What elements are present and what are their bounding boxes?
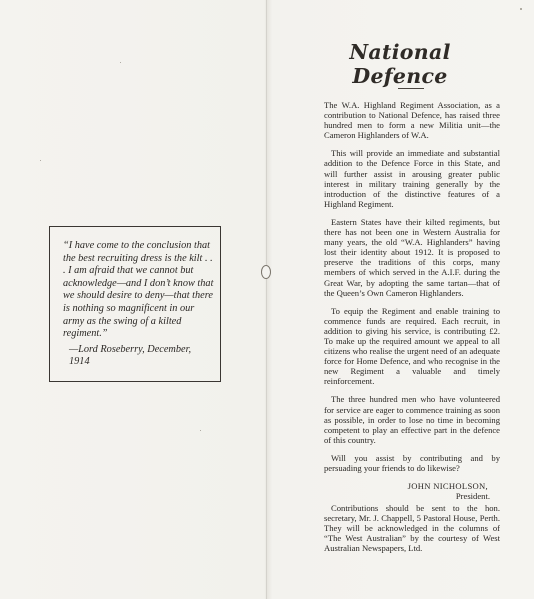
body-column	[324, 100, 500, 501]
quote-box	[49, 226, 221, 382]
fold-mark	[261, 265, 271, 279]
body-paragraph: The three hundred men who have volunteered for service are eager to commence training as soon as possible, in order to lose no time in becoming competent to play an effective part in the defence of this country.	[324, 394, 500, 445]
quote-text: “I have come to the conclusion that the best recruiting dress is the kilt . . . I am afraid that we cannot but acknowledge—and I don’t know that we should desire to deny—that there is nothing so magnificent in our army as the swing of a kilted regiment.”	[63, 240, 214, 340]
title-rule	[398, 88, 424, 89]
body-paragraph: Eastern States have their kilted regiments, but there has not been one in Western Australia for many years, the old “W.A. Highlanders” having lost their identity about 1912. It is proposed to preserve the traditions of this corps, many members of which served in the A.I.F. during the Great War, by adopting the same tartan—that of the Queen’s Own Cameron Highlanders.	[324, 216, 500, 298]
paper-speck	[120, 62, 121, 63]
paper-speck	[520, 8, 522, 10]
paper-speck	[200, 430, 201, 431]
page-title: National Defence	[349, 40, 451, 88]
body-paragraph: Will you assist by contributing and by persuading your friends to do likewise?	[324, 452, 500, 473]
center-fold	[266, 0, 267, 599]
signatory-title: President.	[455, 491, 490, 502]
contributions-note: Contributions should be sent to the hon. secretary, Mr. J. Chappell, 5 Pastoral House, Perth. They will be acknowledged in the columns of “The West Australian” by the courtesy of West Australian Newspapers, Ltd.	[324, 503, 500, 554]
paper-speck	[40, 160, 41, 161]
quote-attribution: —Lord Roseberry, December, 1914	[69, 343, 192, 368]
body-paragraph: The W.A. Highland Regiment Association, as a contribution to National Defence, has raised three hundred men to form a new Militia unit—the Cameron Highlanders of W.A.	[324, 100, 500, 141]
body-paragraph: To equip the Regiment and enable training to commence funds are required. Each recruit, in addition to giving his service, is contributing £2. To make up the required amount we appeal to all citizens who realise the urgent need of an adequate force for Home Defence, and who recognise in the new Regiment a valuable and timely reinforcement.	[324, 305, 500, 387]
body-paragraph: This will provide an immediate and substantial addition to the Defence Force in this State, and will further assist in arousing greater public interest in military training generally by the introduction of the distinctive features of a Highland Regiment.	[324, 148, 500, 209]
signatory-name: JOHN NICHOLSON,	[407, 481, 488, 492]
